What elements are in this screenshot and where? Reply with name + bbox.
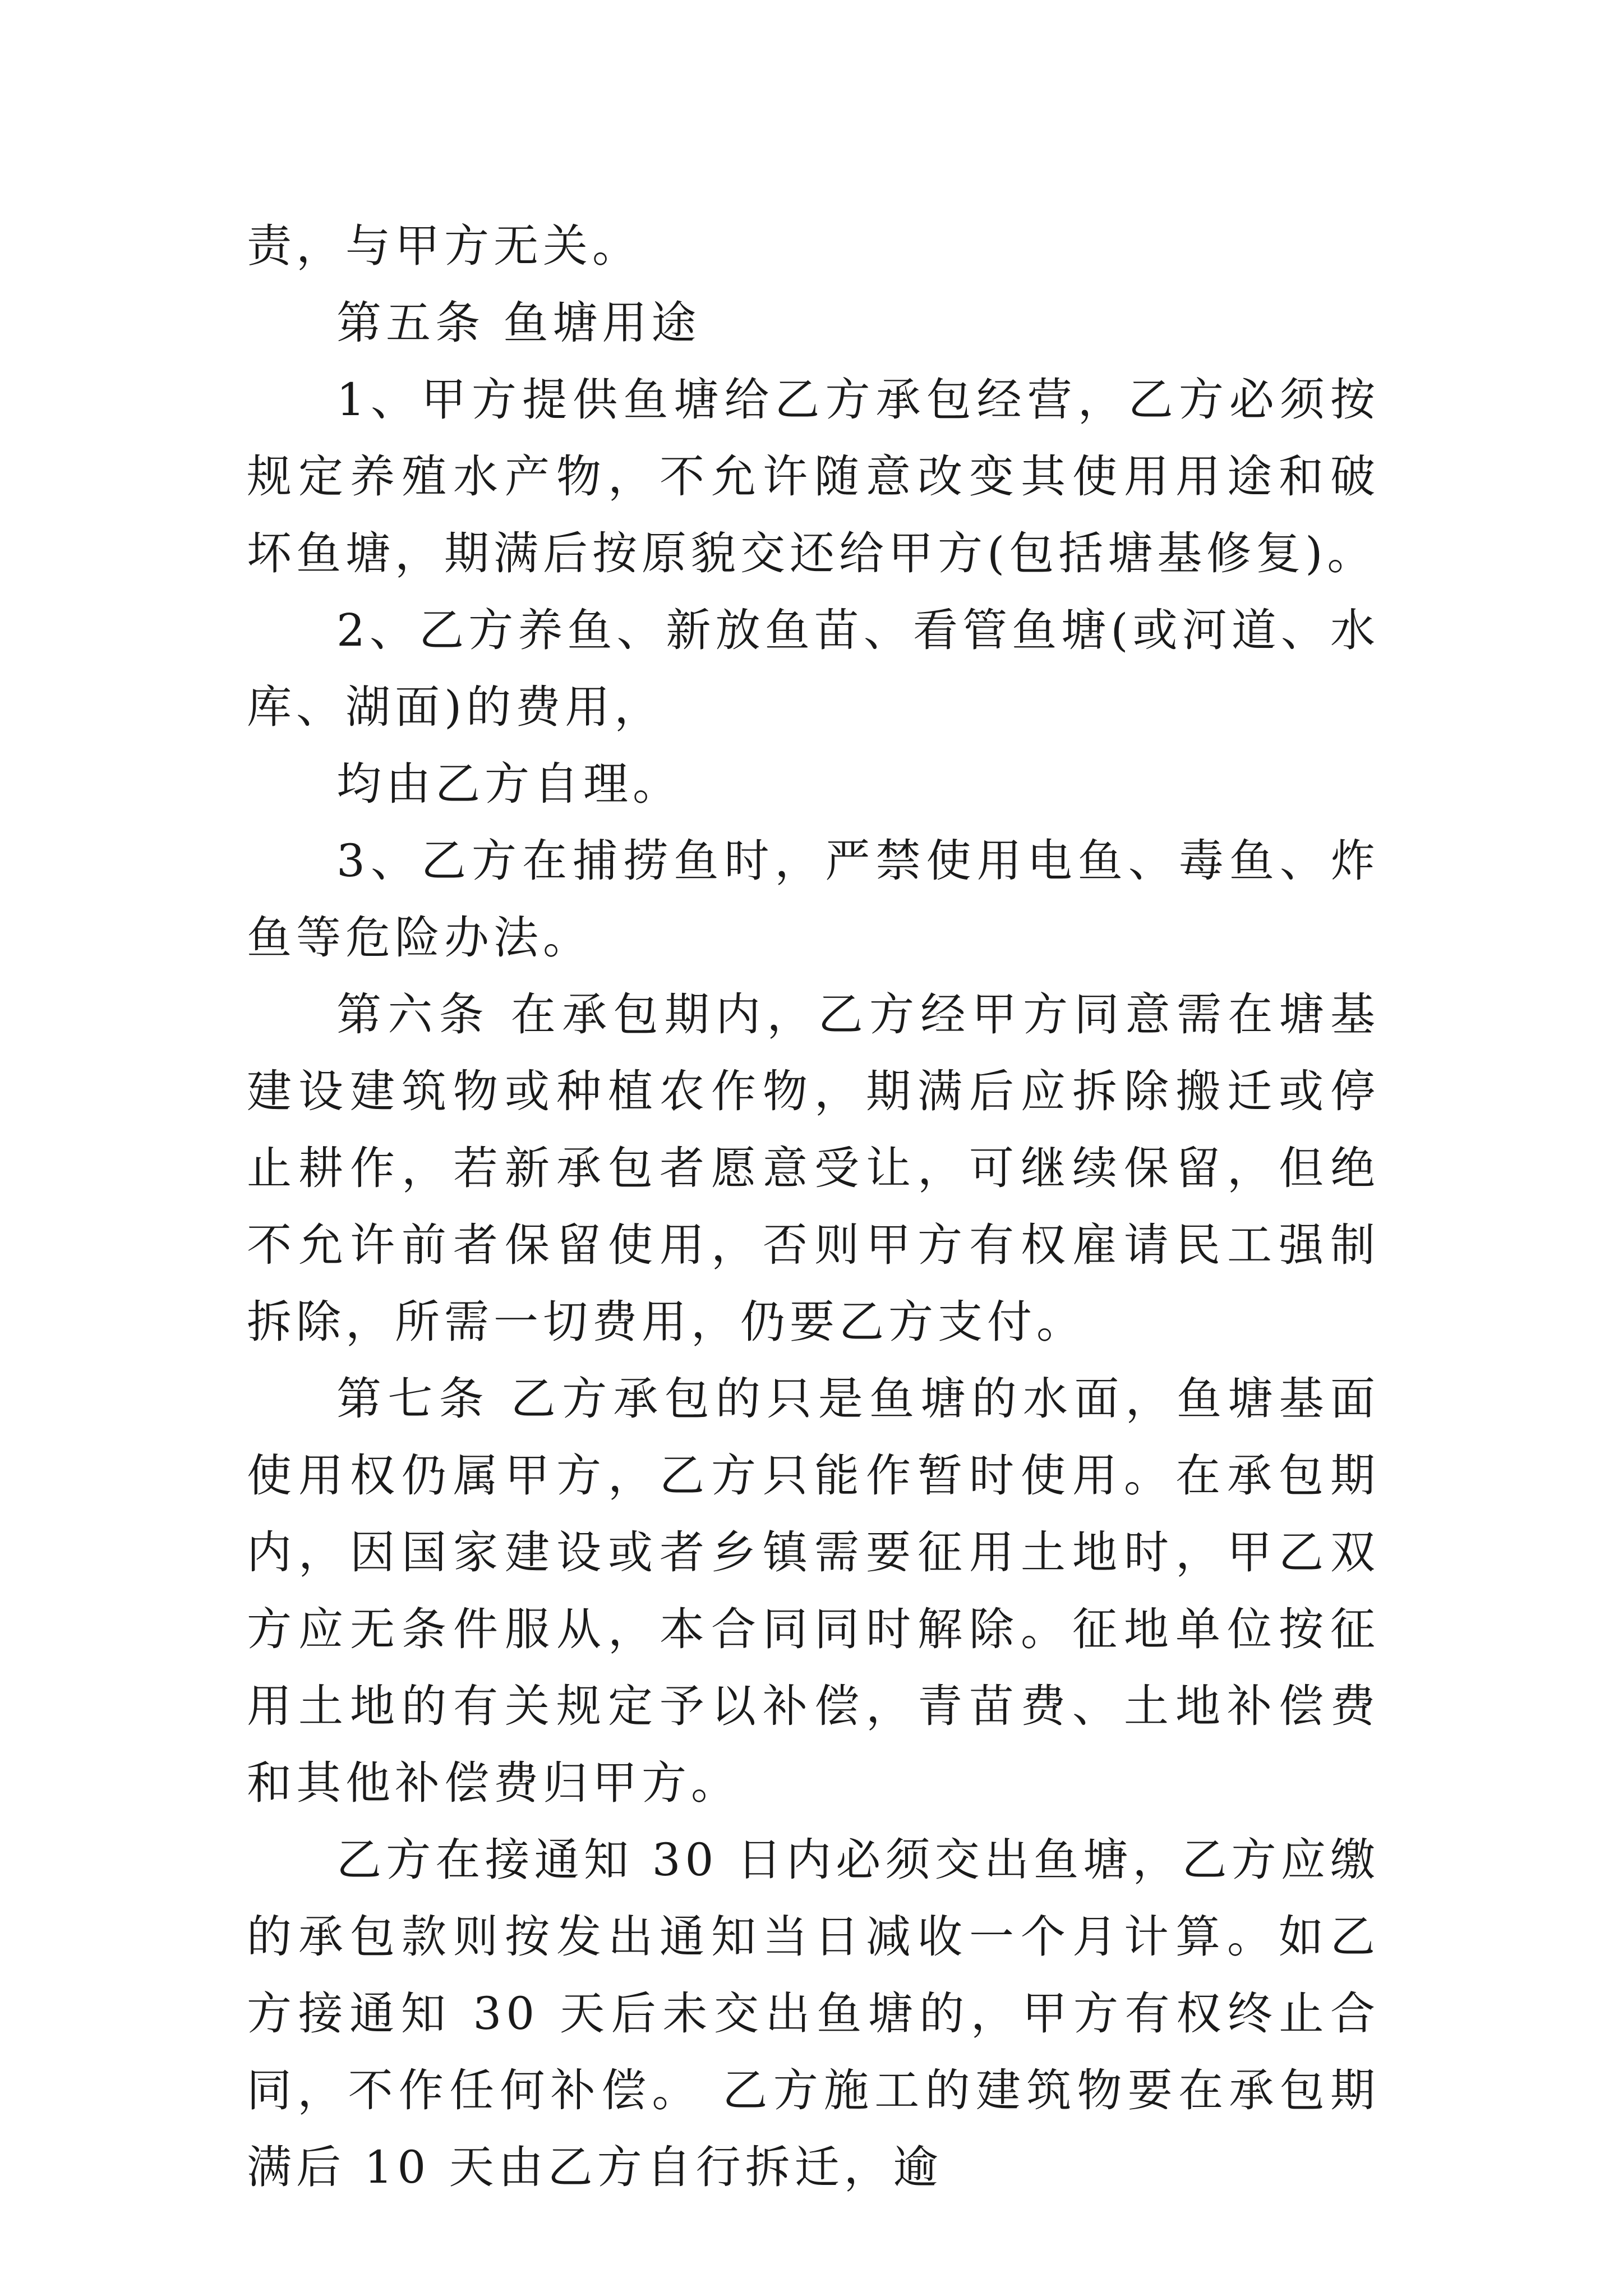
article-6: 第六条 在承包期内，乙方经甲方同意需在塘基建设建筑物或种植农作物，期满后应拆除搬迁或停止耕作，若新承包者愿意受让，可继续保留，但绝不允许前者保留使用，否则甲方有权雇请民工强制拆除，所需一切费用，仍要乙方支付。 (247, 988, 1380, 1348)
article-5-clause-2: 2、乙方养鱼、新放鱼苗、看管鱼塘(或河道、水库、湖面)的费用， (247, 604, 1380, 733)
article-7: 第七条 乙方承包的只是鱼塘的水面，鱼塘基面使用权仍属甲方，乙方只能作暂时使用。在承包期内，因国家建设或者乡镇需要征用土地时，甲乙双方应无条件服从，本合同同时解除。征地单位按征用土地的有关规定予以补偿，青苗费、土地补偿费和其他补偿费归甲方。 (247, 1373, 1380, 1809)
article-5-clause-3: 3、乙方在捕捞鱼时，严禁使用电鱼、毒鱼、炸鱼等危险办法。 (247, 835, 1380, 964)
article-5-clause-1: 1、甲方提供鱼塘给乙方承包经营，乙方必须按规定养殖水产物，不允许随意改变其使用用途和破坏鱼塘，期满后按原貌交还给甲方(包括塘基修复)。 (247, 374, 1380, 579)
document-body (247, 208, 1380, 2206)
paragraph-continuation: 责，与甲方无关。 (247, 220, 642, 272)
article-5-clause-2-cont: 均由乙方自理。 (336, 758, 682, 810)
article-5-heading: 第五条 鱼塘用途 (336, 297, 701, 349)
article-7-notice: 乙方在接通知 30 日内必须交出鱼塘，乙方应缴的承包款则按发出通知当日减收一个月计算。如乙方接通知 30 天后未交出鱼塘的，甲方有权终止合同，不作任何补偿。 乙方施工的建筑物要在承包期满后 10 天由乙方自行拆迁，逾 (247, 1834, 1380, 2193)
